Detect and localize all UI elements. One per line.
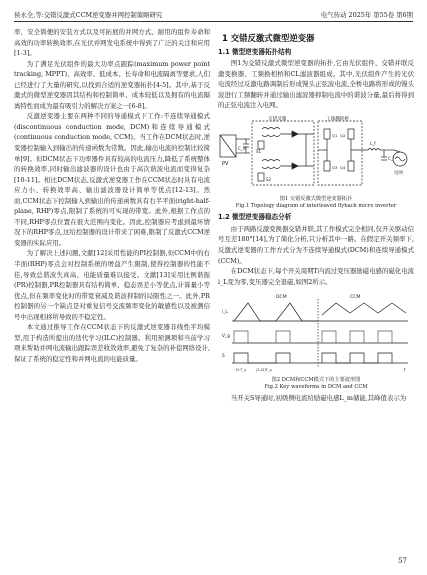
fig2-caption: 图2 DCM和CCM模式下的主要波形图 <box>271 376 361 383</box>
pv-diagonal <box>220 135 236 157</box>
switch-q3-icon <box>324 161 330 171</box>
t-axis-label: t <box>404 367 406 373</box>
para-9: 当开关S导通时,初级侧电流给励磁电感L_m储能,其峰值表示为 <box>230 393 407 402</box>
para-3: 反激逆变器主要在两种不同的导通模式下工作:不连续导通模式(discontinuous conduction mode, DCM)和连续导通模式(continuous conduction mode, CCM)。当工作在DCM状态时,逆变器控制输入到输出的传递函数为常数。因此,输出电流的控制比较简单[9]。但DCM状态下功率器件具有较高的电流压力,降低了系统整体的转换效率,同时输出滤波器的设计也由于高次谐波电流而变得复杂[10-11]。相比DCM状态,反激式逆变器工作在CCM状态时具有电流应力小、转换效率高、输出滤波器设计简单等优点[12-13]。然而,CCM状态下控制输入到输出的传递函数具有右半平面(right-half-plane, RHP)零点,限制了系统的可实现的带宽。此外,根据工作点的不同,RHP零点位置在很大范围内变化。因此,控制器应考虑到最坏情况下的RHP零点,这给控制器的设计带来了困难,限制了反激式CCM逆变器的实际应用。 <box>14 112 210 247</box>
q1-label: Q1 <box>332 132 338 138</box>
s-ccm-wave <box>322 353 392 363</box>
para-8: 在DCM状态下,每个开关周期T内流过变压器励磁电感的磁化电流i_L变为零,变压器完全退磁,如图2所示。 <box>218 267 414 286</box>
il-ccm-wave <box>322 303 406 315</box>
transformer-2-icon <box>262 159 280 161</box>
switch-s2-icon <box>258 173 264 181</box>
cin-label: C_in <box>238 145 247 151</box>
t-off-label: (1-D)T_s <box>256 367 272 373</box>
figure-1 <box>218 115 414 211</box>
q2-label: Q2 <box>340 132 346 138</box>
unfolding-bridge-box <box>318 121 362 185</box>
il-dcm-wave <box>234 303 318 321</box>
transformer-1-secondary <box>262 135 280 137</box>
para-5: 本文通过推导工作在CCM状态下的反激式逆变器非线性平均模型,用于构造所提出的迭代学习(ILC)控制器。利用预测项和当前学习项来帮助并网电流输出跟踪误差收敛效率,避免了复杂的补偿网络设计,保证了系统的稳定性和并网电流的电能质量。 <box>14 323 210 363</box>
switch-q2-icon <box>348 129 354 139</box>
fig1-caption: 图1 交错反激式微型逆变器拓扑 <box>279 196 353 203</box>
switch-q1-icon <box>324 129 330 139</box>
cf-label: C_f <box>388 155 395 161</box>
inductor-lf-icon <box>368 148 380 150</box>
para-1: 率、安全简便的安装方式以及可拓展的并网方式、耐用的组件寿命和高效的功率转换效率,在光伏并网发电系统中得到了广泛的关注和应用[1-3]。 <box>14 28 210 58</box>
subsection-1-2: 1.2 微型逆变器稳态分析 <box>218 213 292 222</box>
vg-dcm-wave <box>234 331 318 343</box>
subsection-1-1: 1.1 微型逆变器拓扑结构 <box>218 47 292 56</box>
transformer-2-secondary <box>262 167 280 169</box>
topology-diagram <box>218 115 414 193</box>
q3-label: Q3 <box>332 164 338 170</box>
ccm-label: CCM <box>350 295 361 301</box>
s-dcm-wave <box>234 353 290 363</box>
header-right: 电气传动 2025年 第55卷 第6期 <box>320 11 413 19</box>
page-number: 57 <box>398 557 407 565</box>
il-label: i_L <box>222 310 228 316</box>
s2-label: S2 <box>266 176 272 182</box>
running-header <box>14 8 413 22</box>
t-on-label: D·T_s <box>236 367 247 373</box>
vg-ccm-wave <box>322 331 406 343</box>
s1-label: S1 <box>256 148 262 154</box>
dcm-label: DCM <box>276 295 287 301</box>
flyback-box <box>252 121 314 185</box>
pv-label: PV <box>222 160 229 167</box>
wire <box>394 150 400 152</box>
flyback-label: 交错反激 <box>268 116 287 122</box>
switch-q4-icon <box>348 161 354 171</box>
para-2: 为了满足光伏组件的最大功率点跟踪(maximum power point tracking, MPPT)、高效率、低成本、长寿命和电流隔离等要求,人们已经进行了大量的研究,以找到合适的逆变器拓扑[4-5]。其中,基于反激式的微型逆变器因其结构和控制简单、成本较低以及拥有的电流隔离特性而成为最有吸引力的解决方案之一[6-8]。 <box>14 59 210 110</box>
figure-2 <box>218 291 414 391</box>
fig1-caption-en: Fig.1 Topology diagram of interleaved flyback micro inverter <box>235 203 397 210</box>
s-label: S <box>222 354 225 360</box>
waveform-diagram <box>218 291 414 373</box>
para-6: 图1为交错反激式微型逆变器的拓扑,它由光伏组件、交错并联反激变换器、工频换相桥和CL滤波器组成。其中,光伏组件产生的光伏电流经过反激电路调制后形成馒头正弦波电流,全桥电路将形成的馒头波进行工频翻转并通过输出滤波器抑制电流中的谐波分量,最后将得到的正弦电流注入电网。 <box>218 59 414 110</box>
vg-label: V_g <box>222 334 230 340</box>
bridge-label: 工频翻转桥 <box>326 116 349 122</box>
lf-label: L_f <box>370 140 376 146</box>
left-column <box>14 27 210 365</box>
q4-label: Q4 <box>340 164 346 170</box>
switch-s1-icon <box>258 141 264 149</box>
section-title: 1 交错反激式微型逆变器 <box>222 33 315 43</box>
para-7: 由于两路反激变换器交错并联,其工作模式完全相同,仅开关驱动信号互差180°[14],为了简化分析,只分析其中一路。在假定开关频率下,反激式逆变器的工作方式分为不连续导通模式(DCM)和连续导通模式(CCM)。 <box>218 224 414 265</box>
transformer-1-icon <box>262 127 280 129</box>
fig2-caption-en: Fig.2 Key waveforms in DCM and CCM <box>264 383 368 390</box>
header-left: 侯永全,等:交错反激式CCM逆变器并网控制策略研究 <box>14 11 163 19</box>
para-4: 为了解决上述问题,文献[12]采用性能的PI控制器,但CCM中的右半面(RHP)零点会对控制系统的增益产生限制,使得控制器的性能不佳,导致总谐波失真高、电能质量难以接受。文献[13]采用比例谐振(PR)控制器,PR控制器具有结构简单、稳态误差小等优点,计算量小等优点,但在频率变化时的带宽衰减及谐波抑制的局限性之一。此外,PR控制器的另一个缺点是对重复信号交流频率变化的敏感性以及被测信号中出现相移所导致的不稳定性。 <box>14 249 210 321</box>
right-column <box>218 27 414 403</box>
sine-icon <box>395 157 405 161</box>
grid-label: 电网 <box>394 170 403 176</box>
